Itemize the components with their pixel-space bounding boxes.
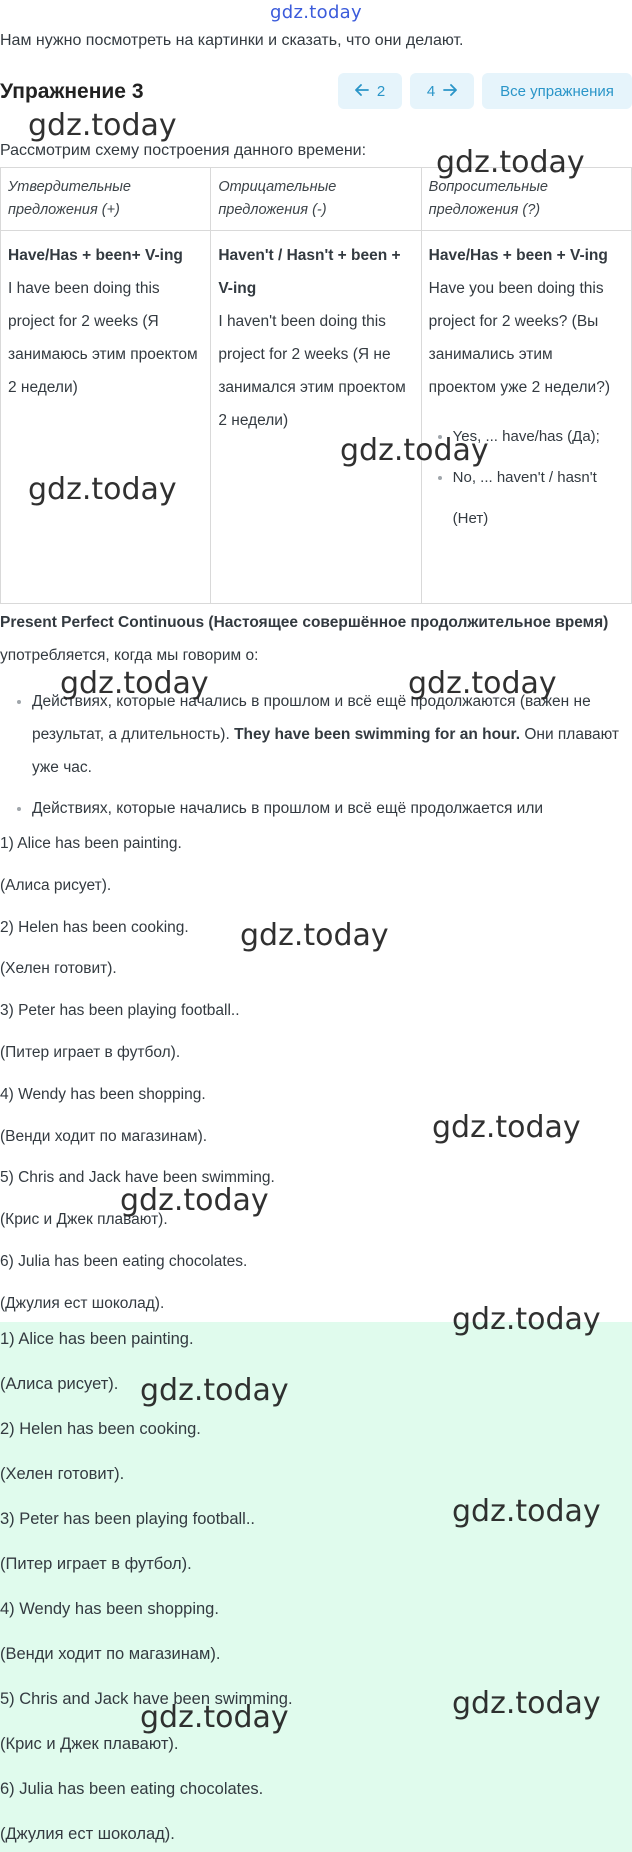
- watermark: gdz.today: [240, 918, 389, 953]
- watermark: gdz.today: [408, 666, 557, 701]
- watermark: gdz.today: [452, 1494, 601, 1529]
- usage-text: Действиях, которые начались в прошлом и всё ещё продолжаются (важен не результат, а длительность).: [32, 693, 591, 743]
- exercise-sentences: [0, 830, 632, 1332]
- tense-term: Present Perfect Continuous (Настоящее совершённое продолжительное время): [0, 614, 609, 631]
- next-exercise-label: 4: [426, 82, 436, 100]
- usage-example: They have been swimming for an hour.: [234, 726, 521, 743]
- tense-scheme-table: [0, 167, 632, 604]
- prev-exercise-button[interactable]: [338, 73, 402, 109]
- exercise-intro: Нам нужно посмотреть на картинки и сказать, что они делают.: [0, 32, 464, 49]
- sentence-line: (Питер играет в футбол).: [0, 1043, 181, 1061]
- watermark: gdz.today: [140, 1373, 289, 1408]
- sentence-line: (Джулия ест шоколад).: [0, 1294, 165, 1312]
- answer-line: 1) Alice has been painting.: [0, 1330, 194, 1348]
- answer-line: (Джулия ест шоколад).: [0, 1825, 175, 1843]
- short-answer-no: • No, ... haven't / hasn't (Нет): [453, 457, 624, 539]
- table-header-row: [1, 168, 632, 231]
- sentence-line: 6) Julia has been eating chocolates.: [0, 1252, 248, 1270]
- sentence-line: (Хелен готовит).: [0, 960, 117, 978]
- sentence-line: (Алиса рисует).: [0, 876, 112, 894]
- short-answer-yes: • Yes, ... have/has (Да);: [453, 416, 624, 457]
- sentence-line: 5) Chris and Jack have been swimming.: [0, 1169, 275, 1187]
- answer-line: (Крис и Джек плавают).: [0, 1735, 179, 1753]
- tense-rule: [0, 606, 630, 672]
- sentence-line: 4) Wendy has been shopping.: [0, 1085, 206, 1103]
- site-logo[interactable]: gdz.today: [270, 2, 362, 23]
- usage-list: [0, 685, 632, 833]
- watermark: gdz.today: [28, 108, 177, 143]
- header-affirmative: Утвердительные предложения (+): [1, 168, 211, 231]
- answer-box: [0, 1322, 632, 1852]
- answer-line: 5) Chris and Jack have been swimming.: [0, 1690, 293, 1708]
- usage-item: [32, 792, 632, 825]
- arrow-right-icon: [443, 83, 457, 100]
- tense-rule-text: употребляется, когда мы говорим о:: [0, 647, 259, 664]
- all-exercises-button[interactable]: Все упражнения: [482, 73, 632, 109]
- answer-line: 3) Peter has been playing football..: [0, 1510, 256, 1528]
- watermark: gdz.today: [120, 1183, 269, 1218]
- scheme-caption: Рассмотрим схему построения данного времени:: [0, 142, 367, 159]
- negative-example: I haven't been doing this project for 2 weeks (Я не занимался этим проектом 2 недели): [218, 313, 406, 429]
- arrow-left-icon: [355, 83, 369, 100]
- answer-line: 6) Julia has been eating chocolates.: [0, 1780, 264, 1798]
- watermark: gdz.today: [452, 1302, 601, 1337]
- affirmative-formula: Have/Has + been+ V-ing: [8, 247, 183, 264]
- sentence-line: 2) Helen has been cooking.: [0, 918, 189, 936]
- question-formula: Have/Has + been + V-ing: [428, 247, 608, 264]
- negative-cell: [211, 231, 421, 604]
- answer-line: (Алиса рисует).: [0, 1375, 119, 1393]
- answer-line: 2) Helen has been cooking.: [0, 1420, 201, 1438]
- negative-formula: Haven't / Hasn't + been + V-ing: [218, 247, 401, 297]
- usage-text: Действиях, которые начались в прошлом и всё ещё продолжается или: [32, 800, 544, 817]
- usage-item: [32, 685, 632, 784]
- next-exercise-button[interactable]: [410, 73, 474, 109]
- answer-line: (Хелен готовит).: [0, 1465, 125, 1483]
- table-row: [1, 231, 632, 604]
- watermark: gdz.today: [60, 666, 209, 701]
- watermark: gdz.today: [340, 433, 489, 468]
- watermark: gdz.today: [140, 1700, 289, 1735]
- affirmative-example: I have been doing this project for 2 weeks (Я занимаюсь этим проектом 2 недели): [8, 280, 198, 396]
- answer-line: 4) Wendy has been shopping.: [0, 1600, 219, 1618]
- prev-exercise-label: 2: [376, 82, 386, 100]
- sentence-line: 1) Alice has been painting.: [0, 835, 182, 852]
- watermark: gdz.today: [432, 1110, 581, 1145]
- answer-line: (Венди ходит по магазинам).: [0, 1645, 221, 1663]
- sentence-line: 3) Peter has been playing football..: [0, 1002, 240, 1020]
- question-example: Have you been doing this project for 2 weeks? (Вы занимались этим проектом уже 2 недели?): [428, 280, 610, 396]
- watermark: gdz.today: [436, 145, 585, 180]
- sentence-line: (Венди ходит по магазинам).: [0, 1127, 208, 1145]
- sentence-line: (Крис и Джек плавают).: [0, 1211, 168, 1229]
- watermark: gdz.today: [452, 1686, 601, 1721]
- affirmative-cell: [1, 231, 211, 604]
- usage-translation: Они плавают уже час.: [32, 726, 620, 776]
- short-answers-list: [429, 416, 624, 539]
- exercise-title: Упражнение 3: [0, 80, 144, 103]
- question-cell: [421, 231, 631, 604]
- watermark: gdz.today: [28, 472, 177, 507]
- header-question: Вопросительные предложения (?): [421, 168, 631, 231]
- answer-line: (Питер играет в футбол).: [0, 1555, 192, 1573]
- header-negative: Отрицательные предложения (-): [211, 168, 421, 231]
